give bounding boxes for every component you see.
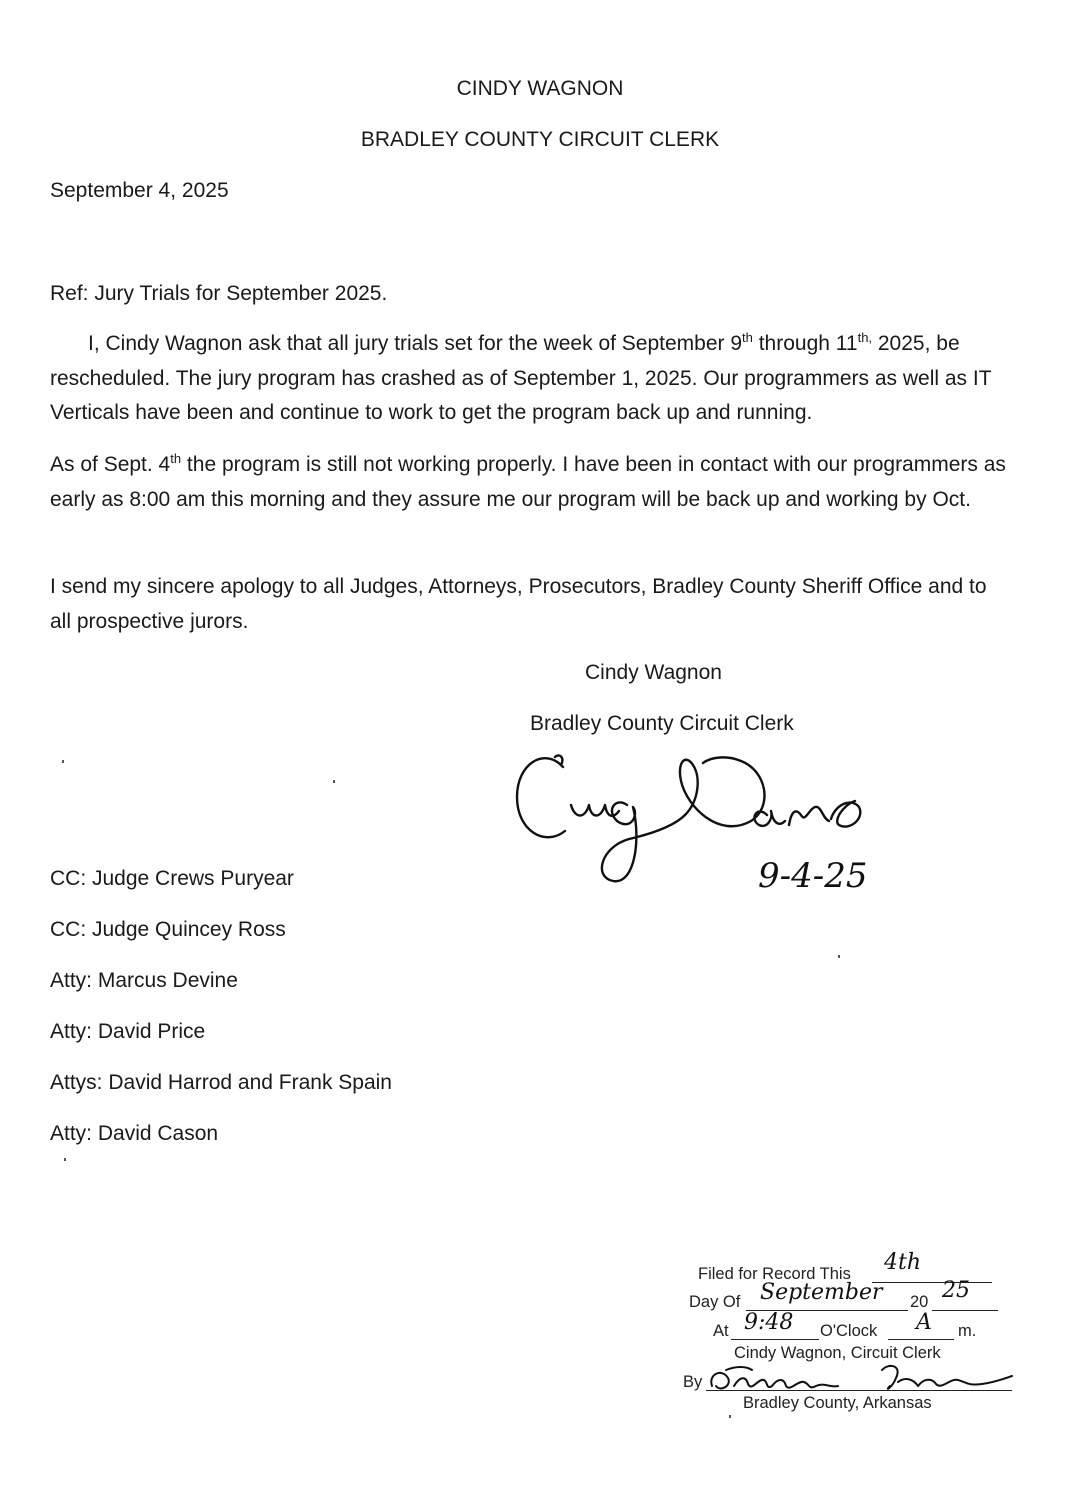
paragraph-1: I, Cindy Wagnon ask that all jury trials set for the week of September 9th through $11^{th,}$ 2025, be rescheduled. The jury program has crashed as of September 1, 2025. Our programmers as well as IT Verticals have been and continue to work to get the program back up and running. — [50, 330, 992, 424]
stamp-clerk: Cindy Wagnon, Circuit Clerk — [734, 1344, 941, 1362]
cc-item: Atty: Marcus Devine — [50, 969, 238, 992]
stamp-by-label: By — [683, 1373, 703, 1391]
stamp-county: Bradley County, Arkansas — [743, 1394, 932, 1412]
cc-item: Attys: David Harrod and Frank Spain — [50, 1071, 392, 1094]
reference-line: Ref: Jury Trials for September 2025. — [50, 282, 388, 305]
scan-speck — [64, 1158, 66, 1161]
cc-item: Atty: David Cason — [50, 1122, 219, 1145]
stamp-time-value: 9:48 — [744, 1310, 794, 1335]
signer-title: Bradley County Circuit Clerk — [530, 712, 794, 735]
letterhead-name: CINDY WAGNON — [456, 77, 624, 100]
cc-item: CC: Judge Crews Puryear — [50, 867, 294, 890]
stamp-filed-label: Filed for Record This — [698, 1265, 851, 1283]
scan-speck — [62, 760, 64, 763]
filing-stamp — [680, 1250, 1020, 1420]
cc-item: Atty: David Price — [50, 1020, 206, 1043]
stamp-day-value: 4th — [884, 1250, 922, 1275]
stamp-at-label: At — [713, 1322, 729, 1340]
handwritten-date: 9-4-25 — [758, 856, 868, 896]
scan-speck — [333, 780, 335, 783]
stamp-dayof-label: Day Of — [689, 1293, 741, 1311]
stamp-year-prefix: 20 — [910, 1293, 929, 1311]
paragraph-3: I send my sincere apology to all Judges, Attorneys, Prosecutors, Bradley County Sheriff Office and to all prospective jurors. — [50, 575, 987, 633]
stamp-month-value: September — [760, 1280, 883, 1305]
stamp-ampm-value: A — [916, 1310, 932, 1335]
scan-speck — [838, 955, 840, 958]
letter-date: September 4, 2025 — [50, 179, 229, 202]
handwritten-signature — [505, 735, 905, 905]
signer-name: Cindy Wagnon — [585, 661, 722, 684]
stamp-oclock-label: O'Clock — [820, 1322, 878, 1340]
stamp-m-suffix: m. — [958, 1322, 977, 1340]
cc-item: CC: Judge Quincey Ross — [50, 918, 286, 941]
stamp-year-value: 25 — [942, 1278, 970, 1303]
paragraph-2: As of Sept. 4th the program is still not working properly. I have been in contact with our programmers as early as 8:00 am this morning and they assure me our program will be back up and working by Oct. — [50, 451, 1006, 511]
letterhead-office: BRADLEY COUNTY CIRCUIT CLERK — [360, 128, 720, 151]
